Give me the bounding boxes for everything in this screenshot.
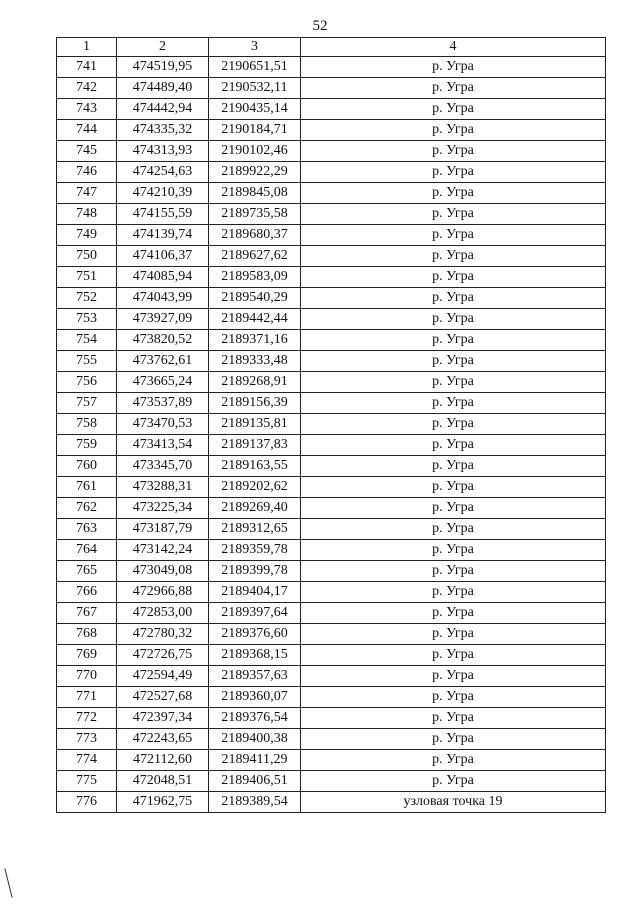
y-coordinate-cell: 2189411,29 (209, 750, 301, 771)
description-cell: р. Угра (301, 666, 606, 687)
point-number-cell: 774 (57, 750, 117, 771)
y-coordinate-cell: 2189269,40 (209, 498, 301, 519)
table-row (57, 204, 606, 225)
page-number: 52 (312, 18, 328, 34)
point-number-cell: 757 (57, 393, 117, 414)
y-coordinate-cell: 2190532,11 (209, 78, 301, 99)
y-coordinate-cell: 2189376,60 (209, 624, 301, 645)
description-cell: р. Угра (301, 771, 606, 792)
x-coordinate-cell: 472726,75 (117, 645, 209, 666)
x-coordinate-cell: 473345,70 (117, 456, 209, 477)
x-coordinate-cell: 474210,39 (117, 183, 209, 204)
header-row (57, 38, 606, 57)
y-coordinate-cell: 2189268,91 (209, 372, 301, 393)
x-coordinate-cell: 474442,94 (117, 99, 209, 120)
y-coordinate-cell: 2190184,71 (209, 120, 301, 141)
point-number-cell: 741 (57, 57, 117, 78)
x-coordinate-cell: 472243,65 (117, 729, 209, 750)
column-header-4: 4 (301, 38, 606, 57)
table-header (57, 38, 606, 57)
description-cell: р. Угра (301, 414, 606, 435)
description-cell: р. Угра (301, 246, 606, 267)
description-cell: р. Угра (301, 603, 606, 624)
point-number-cell: 745 (57, 141, 117, 162)
point-number-cell: 755 (57, 351, 117, 372)
x-coordinate-cell: 474139,74 (117, 225, 209, 246)
x-coordinate-cell: 474155,59 (117, 204, 209, 225)
x-coordinate-cell: 473187,79 (117, 519, 209, 540)
point-number-cell: 762 (57, 498, 117, 519)
table-row (57, 666, 606, 687)
table-row (57, 246, 606, 267)
description-cell: узловая точка 19 (301, 792, 606, 813)
point-number-cell: 760 (57, 456, 117, 477)
point-number-cell: 749 (57, 225, 117, 246)
description-cell: р. Угра (301, 561, 606, 582)
description-cell: р. Угра (301, 624, 606, 645)
table-row (57, 750, 606, 771)
description-cell: р. Угра (301, 435, 606, 456)
y-coordinate-cell: 2189404,17 (209, 582, 301, 603)
description-cell: р. Угра (301, 498, 606, 519)
point-number-cell: 758 (57, 414, 117, 435)
table-row (57, 99, 606, 120)
y-coordinate-cell: 2189368,15 (209, 645, 301, 666)
x-coordinate-cell: 472780,32 (117, 624, 209, 645)
table-row (57, 414, 606, 435)
column-header-3: 3 (209, 38, 301, 57)
x-coordinate-cell: 473142,24 (117, 540, 209, 561)
x-coordinate-cell: 472397,34 (117, 708, 209, 729)
y-coordinate-cell: 2190651,51 (209, 57, 301, 78)
column-header-1: 1 (57, 38, 117, 57)
x-coordinate-cell: 474085,94 (117, 267, 209, 288)
x-coordinate-cell: 471962,75 (117, 792, 209, 813)
y-coordinate-cell: 2189360,07 (209, 687, 301, 708)
table-row (57, 540, 606, 561)
description-cell: р. Угра (301, 204, 606, 225)
y-coordinate-cell: 2189397,64 (209, 603, 301, 624)
table-row (57, 477, 606, 498)
y-coordinate-cell: 2189922,29 (209, 162, 301, 183)
description-cell: р. Угра (301, 309, 606, 330)
y-coordinate-cell: 2189137,83 (209, 435, 301, 456)
x-coordinate-cell: 473927,09 (117, 309, 209, 330)
y-coordinate-cell: 2189135,81 (209, 414, 301, 435)
y-coordinate-cell: 2189156,39 (209, 393, 301, 414)
point-number-cell: 766 (57, 582, 117, 603)
table-row (57, 519, 606, 540)
point-number-cell: 759 (57, 435, 117, 456)
table-row (57, 372, 606, 393)
description-cell: р. Угра (301, 750, 606, 771)
description-cell: р. Угра (301, 225, 606, 246)
table-row (57, 183, 606, 204)
table-row (57, 498, 606, 519)
x-coordinate-cell: 472594,49 (117, 666, 209, 687)
y-coordinate-cell: 2189627,62 (209, 246, 301, 267)
description-cell: р. Угра (301, 330, 606, 351)
description-cell: р. Угра (301, 351, 606, 372)
x-coordinate-cell: 474313,93 (117, 141, 209, 162)
x-coordinate-cell: 473049,08 (117, 561, 209, 582)
x-coordinate-cell: 474106,37 (117, 246, 209, 267)
table-row (57, 57, 606, 78)
y-coordinate-cell: 2189845,08 (209, 183, 301, 204)
point-number-cell: 768 (57, 624, 117, 645)
point-number-cell: 752 (57, 288, 117, 309)
x-coordinate-cell: 473470,53 (117, 414, 209, 435)
y-coordinate-cell: 2189202,62 (209, 477, 301, 498)
description-cell: р. Угра (301, 708, 606, 729)
x-coordinate-cell: 473820,52 (117, 330, 209, 351)
table-row (57, 771, 606, 792)
x-coordinate-cell: 474335,32 (117, 120, 209, 141)
y-coordinate-cell: 2190435,14 (209, 99, 301, 120)
point-number-cell: 771 (57, 687, 117, 708)
table-row (57, 120, 606, 141)
table-row (57, 792, 606, 813)
point-number-cell: 746 (57, 162, 117, 183)
x-coordinate-cell: 472966,88 (117, 582, 209, 603)
table-row (57, 330, 606, 351)
description-cell: р. Угра (301, 141, 606, 162)
point-number-cell: 764 (57, 540, 117, 561)
y-coordinate-cell: 2189163,55 (209, 456, 301, 477)
description-cell: р. Угра (301, 78, 606, 99)
x-coordinate-cell: 474519,95 (117, 57, 209, 78)
y-coordinate-cell: 2189399,78 (209, 561, 301, 582)
table-row (57, 393, 606, 414)
y-coordinate-cell: 2189583,09 (209, 267, 301, 288)
description-cell: р. Угра (301, 288, 606, 309)
description-cell: р. Угра (301, 456, 606, 477)
description-cell: р. Угра (301, 120, 606, 141)
point-number-cell: 744 (57, 120, 117, 141)
table-row (57, 645, 606, 666)
table-row (57, 708, 606, 729)
x-coordinate-cell: 473537,89 (117, 393, 209, 414)
y-coordinate-cell: 2189442,44 (209, 309, 301, 330)
x-coordinate-cell: 473413,54 (117, 435, 209, 456)
x-coordinate-cell: 472048,51 (117, 771, 209, 792)
description-cell: р. Угра (301, 267, 606, 288)
point-number-cell: 747 (57, 183, 117, 204)
coordinates-table (56, 37, 606, 813)
description-cell: р. Угра (301, 57, 606, 78)
x-coordinate-cell: 472527,68 (117, 687, 209, 708)
point-number-cell: 754 (57, 330, 117, 351)
x-coordinate-cell: 472853,00 (117, 603, 209, 624)
description-cell: р. Угра (301, 162, 606, 183)
point-number-cell: 773 (57, 729, 117, 750)
point-number-cell: 743 (57, 99, 117, 120)
table-row (57, 78, 606, 99)
description-cell: р. Угра (301, 372, 606, 393)
point-number-cell: 767 (57, 603, 117, 624)
table-row (57, 729, 606, 750)
point-number-cell: 748 (57, 204, 117, 225)
table-row (57, 141, 606, 162)
table-row (57, 456, 606, 477)
table-body (57, 57, 606, 813)
y-coordinate-cell: 2189540,29 (209, 288, 301, 309)
x-coordinate-cell: 474043,99 (117, 288, 209, 309)
description-cell: р. Угра (301, 519, 606, 540)
table-row (57, 288, 606, 309)
point-number-cell: 776 (57, 792, 117, 813)
y-coordinate-cell: 2189680,37 (209, 225, 301, 246)
table-row (57, 351, 606, 372)
y-coordinate-cell: 2189312,65 (209, 519, 301, 540)
y-coordinate-cell: 2190102,46 (209, 141, 301, 162)
description-cell: р. Угра (301, 477, 606, 498)
x-coordinate-cell: 473665,24 (117, 372, 209, 393)
x-coordinate-cell: 473288,31 (117, 477, 209, 498)
description-cell: р. Угра (301, 687, 606, 708)
point-number-cell: 772 (57, 708, 117, 729)
table-row (57, 225, 606, 246)
description-cell: р. Угра (301, 645, 606, 666)
y-coordinate-cell: 2189406,51 (209, 771, 301, 792)
table-row (57, 687, 606, 708)
y-coordinate-cell: 2189357,63 (209, 666, 301, 687)
margin-pen-mark (4, 868, 12, 897)
table-row (57, 561, 606, 582)
point-number-cell: 753 (57, 309, 117, 330)
column-header-2: 2 (117, 38, 209, 57)
x-coordinate-cell: 473225,34 (117, 498, 209, 519)
point-number-cell: 756 (57, 372, 117, 393)
point-number-cell: 742 (57, 78, 117, 99)
point-number-cell: 761 (57, 477, 117, 498)
description-cell: р. Угра (301, 183, 606, 204)
point-number-cell: 750 (57, 246, 117, 267)
point-number-cell: 775 (57, 771, 117, 792)
description-cell: р. Угра (301, 393, 606, 414)
point-number-cell: 751 (57, 267, 117, 288)
table-row (57, 267, 606, 288)
table-row (57, 582, 606, 603)
table-row (57, 309, 606, 330)
description-cell: р. Угра (301, 729, 606, 750)
y-coordinate-cell: 2189389,54 (209, 792, 301, 813)
y-coordinate-cell: 2189400,38 (209, 729, 301, 750)
y-coordinate-cell: 2189376,54 (209, 708, 301, 729)
description-cell: р. Угра (301, 99, 606, 120)
table-row (57, 435, 606, 456)
point-number-cell: 769 (57, 645, 117, 666)
table-row (57, 162, 606, 183)
x-coordinate-cell: 472112,60 (117, 750, 209, 771)
y-coordinate-cell: 2189333,48 (209, 351, 301, 372)
point-number-cell: 770 (57, 666, 117, 687)
table-row (57, 603, 606, 624)
point-number-cell: 763 (57, 519, 117, 540)
point-number-cell: 765 (57, 561, 117, 582)
x-coordinate-cell: 473762,61 (117, 351, 209, 372)
y-coordinate-cell: 2189371,16 (209, 330, 301, 351)
x-coordinate-cell: 474489,40 (117, 78, 209, 99)
description-cell: р. Угра (301, 582, 606, 603)
y-coordinate-cell: 2189359,78 (209, 540, 301, 561)
x-coordinate-cell: 474254,63 (117, 162, 209, 183)
table-row (57, 624, 606, 645)
description-cell: р. Угра (301, 540, 606, 561)
y-coordinate-cell: 2189735,58 (209, 204, 301, 225)
